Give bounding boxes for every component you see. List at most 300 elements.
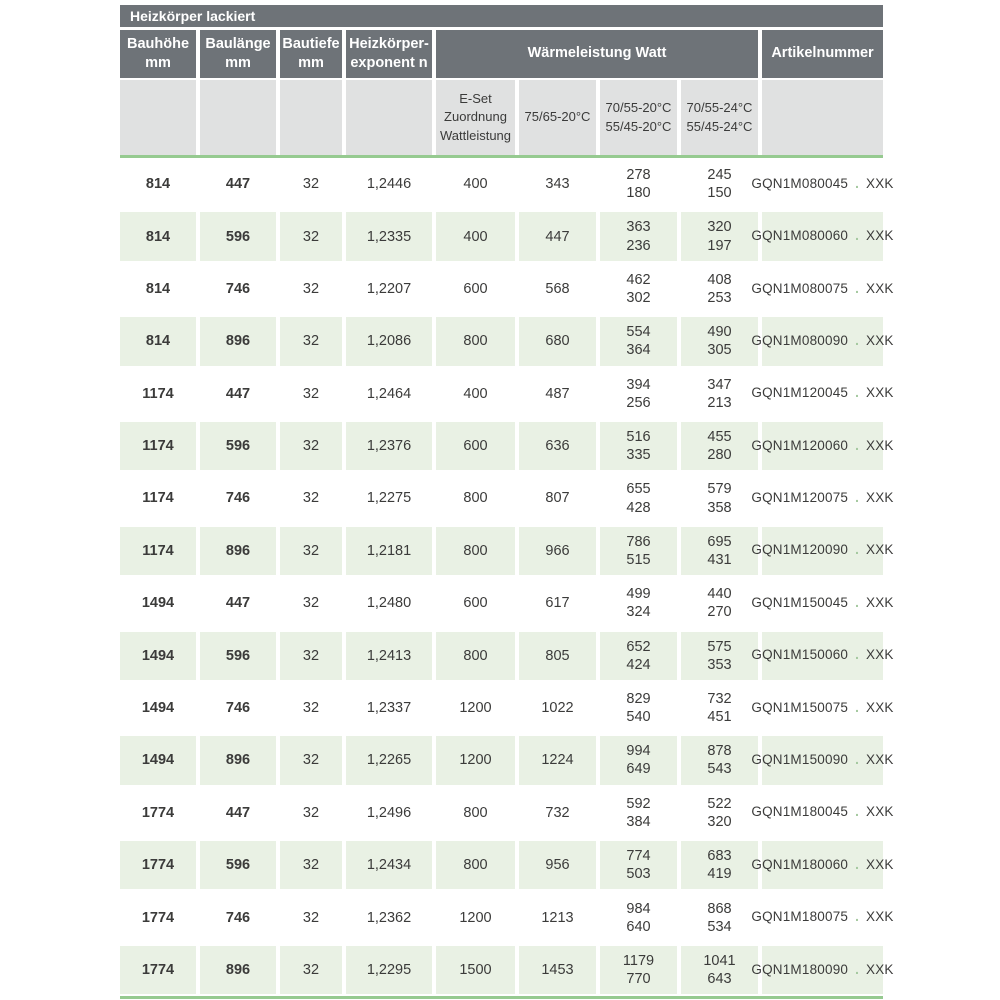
cell-eset-wattleistung-value: 1200 (459, 909, 492, 926)
cell-eset-wattleistung (436, 632, 515, 680)
cell-70-55-20-value: 516 (626, 429, 651, 446)
artikelnummer-value (751, 333, 893, 350)
radiator-spec-table (120, 5, 894, 999)
subheader-line: 70/55-24°C (686, 100, 753, 116)
cell-75-65 (519, 684, 596, 732)
cell-eset-wattleistung-value: 600 (463, 595, 488, 612)
cell-70-55-20-value: 499 (626, 586, 651, 603)
subheader-empty-exponent (346, 80, 432, 155)
cell-70-55-24-value: 543 (707, 761, 732, 778)
cell-bauhoehe (120, 265, 196, 313)
cell-bautiefe (280, 317, 342, 365)
cell-70-55-20-value: 1179 (622, 952, 655, 969)
cell-75-65-value: 1022 (541, 700, 574, 717)
artikelnummer-value (751, 962, 893, 979)
cell-70-55-24-value: 575 (707, 638, 732, 655)
cell-artikelnummer (751, 789, 894, 837)
cell-eset-wattleistung (436, 736, 515, 784)
cell-bautiefe-value: 32 (302, 280, 320, 297)
header-line: Baulänge (205, 35, 271, 52)
cell-70-55-20 (600, 422, 677, 470)
cell-bautiefe-value: 32 (302, 752, 320, 769)
artikel-separator-dot: . (855, 804, 860, 820)
cell-70-55-24-value: 419 (707, 866, 732, 883)
cell-bautiefe-value: 32 (302, 804, 320, 821)
artikel-code: GQN1M150090 (751, 752, 853, 768)
cell-70-55-24-value: 683 (707, 848, 732, 865)
cell-70-55-24-value: 270 (707, 604, 732, 621)
cell-70-55-20-value: 256 (626, 394, 651, 411)
artikelnummer-value (751, 490, 893, 507)
artikel-code: GQN1M080075 (751, 280, 853, 296)
cell-bautiefe (280, 841, 342, 889)
cell-70-55-24 (681, 265, 758, 313)
cell-baulaenge (200, 893, 276, 941)
artikel-code: GQN1M150075 (751, 699, 853, 715)
cell-exponent (346, 684, 432, 732)
cell-70-55-20-value: 278 (626, 167, 651, 184)
artikel-suffix: XXK (862, 490, 894, 506)
artikelnummer-value (751, 176, 893, 193)
cell-baulaenge-value: 596 (225, 857, 251, 874)
subheader-eset-zuordnung (436, 80, 515, 155)
artikelnummer-value (751, 857, 893, 874)
header-line: Artikelnummer (771, 45, 874, 62)
cell-exponent (346, 265, 432, 313)
cell-baulaenge (200, 684, 276, 732)
cell-70-55-24-value: 440 (707, 586, 732, 603)
artikel-suffix: XXK (862, 332, 894, 348)
cell-exponent (346, 789, 432, 837)
cell-exponent-value: 1,2335 (366, 228, 412, 245)
cell-70-55-20 (600, 317, 677, 365)
cell-baulaenge-value: 896 (225, 542, 251, 559)
artikel-code: GQN1M120045 (751, 385, 853, 401)
subheader-line: Wattleistung (439, 127, 512, 143)
cell-bautiefe-value: 32 (302, 438, 320, 455)
cell-exponent-value: 1,2337 (366, 700, 412, 717)
cell-bautiefe-value: 32 (302, 700, 320, 717)
artikel-suffix: XXK (862, 175, 894, 191)
artikel-suffix: XXK (862, 752, 894, 768)
cell-bautiefe (280, 893, 342, 941)
cell-70-55-20-value: 302 (626, 289, 651, 306)
header-line: mm (145, 55, 171, 71)
cell-70-55-24-value: 213 (707, 394, 732, 411)
cell-eset-wattleistung-value: 600 (463, 280, 488, 297)
subheader-empty-bautiefe (280, 80, 342, 155)
artikel-separator-dot: . (855, 542, 860, 558)
cell-artikelnummer (751, 370, 894, 418)
table-row (120, 315, 894, 367)
cell-70-55-20-value: 384 (626, 813, 651, 830)
cell-bauhoehe (120, 841, 196, 889)
cell-exponent (346, 632, 432, 680)
cell-artikelnummer (751, 893, 894, 941)
cell-exponent (346, 370, 432, 418)
table-row (120, 525, 894, 577)
cell-70-55-20-value: 363 (626, 219, 651, 236)
cell-75-65 (519, 789, 596, 837)
cell-eset-wattleistung (436, 160, 515, 208)
table-row (120, 368, 894, 420)
cell-artikelnummer (751, 946, 894, 994)
cell-eset-wattleistung (436, 946, 515, 994)
table-row (120, 682, 894, 734)
cell-baulaenge (200, 579, 276, 627)
cell-bauhoehe-value: 1494 (141, 595, 175, 612)
cell-bautiefe-value: 32 (302, 490, 320, 507)
cell-baulaenge-value: 746 (225, 700, 251, 717)
artikel-suffix: XXK (862, 385, 894, 401)
cell-eset-wattleistung-value: 800 (463, 857, 488, 874)
cell-70-55-20-value: 428 (626, 499, 651, 516)
artikel-code: GQN1M080045 (751, 175, 853, 191)
cell-70-55-24-value: 451 (707, 709, 732, 726)
cell-bauhoehe (120, 684, 196, 732)
cell-exponent-value: 1,2434 (366, 857, 412, 874)
artikel-code: GQN1M080090 (751, 332, 853, 348)
cell-75-65-value: 732 (545, 804, 570, 821)
cell-artikelnummer (751, 684, 894, 732)
cell-artikelnummer (751, 632, 894, 680)
cell-75-65 (519, 370, 596, 418)
artikel-code: GQN1M120090 (751, 542, 853, 558)
cell-bautiefe-value: 32 (302, 595, 320, 612)
cell-exponent-value: 1,2207 (366, 280, 412, 297)
cell-70-55-20 (600, 160, 677, 208)
cell-70-55-24-value: 455 (707, 429, 732, 446)
green-divider-bottom (120, 996, 883, 999)
cell-75-65 (519, 946, 596, 994)
cell-70-55-24 (681, 789, 758, 837)
cell-70-55-20-value: 829 (626, 690, 651, 707)
cell-bautiefe-value: 32 (302, 961, 320, 978)
cell-bauhoehe (120, 789, 196, 837)
cell-70-55-20-value: 984 (626, 900, 651, 917)
subheader-line: 70/55-20°C (605, 100, 672, 116)
cell-bautiefe (280, 474, 342, 522)
cell-bautiefe-value: 32 (302, 542, 320, 559)
cell-bauhoehe-value: 1174 (142, 542, 174, 559)
cell-70-55-24-value: 643 (707, 971, 732, 988)
cell-70-55-24 (681, 212, 758, 260)
cell-exponent (346, 841, 432, 889)
cell-eset-wattleistung-value: 1200 (459, 700, 492, 717)
cell-70-55-20-value: 180 (626, 185, 651, 202)
cell-bautiefe (280, 684, 342, 732)
header-line: exponent n (350, 55, 428, 71)
cell-70-55-24-value: 732 (707, 690, 732, 707)
cell-70-55-20-value: 515 (626, 551, 651, 568)
cell-artikelnummer (751, 212, 894, 260)
cell-bauhoehe (120, 160, 196, 208)
cell-exponent-value: 1,2265 (366, 752, 412, 769)
cell-baulaenge (200, 789, 276, 837)
cell-bautiefe-value: 32 (302, 385, 320, 402)
cell-70-55-20-value: 540 (626, 709, 651, 726)
cell-bautiefe (280, 579, 342, 627)
artikel-separator-dot: . (855, 961, 860, 977)
cell-bauhoehe (120, 527, 196, 575)
cell-70-55-24-value: 490 (707, 324, 732, 341)
cell-70-55-24-value: 579 (707, 481, 732, 498)
subheader-line: 55/45-24°C (686, 118, 753, 134)
cell-eset-wattleistung (436, 684, 515, 732)
cell-75-65 (519, 422, 596, 470)
artikel-suffix: XXK (862, 961, 894, 977)
subheader-line: E-Set (459, 91, 492, 107)
artikelnummer-value (751, 804, 893, 821)
artikel-separator-dot: . (855, 385, 860, 401)
cell-70-55-20-value: 554 (626, 324, 651, 341)
cell-artikelnummer (751, 265, 894, 313)
cell-bauhoehe-value: 1174 (142, 385, 174, 402)
cell-eset-wattleistung (436, 212, 515, 260)
cell-baulaenge-value: 447 (225, 804, 251, 821)
artikel-suffix: XXK (862, 594, 894, 610)
artikel-separator-dot: . (855, 490, 860, 506)
cell-70-55-20 (600, 946, 677, 994)
cell-baulaenge (200, 841, 276, 889)
cell-bautiefe (280, 527, 342, 575)
cell-eset-wattleistung-value: 800 (463, 804, 488, 821)
cell-bauhoehe (120, 893, 196, 941)
cell-75-65-value: 1213 (541, 909, 574, 926)
cell-70-55-24-value: 253 (707, 289, 732, 306)
cell-bautiefe (280, 946, 342, 994)
artikel-separator-dot: . (855, 752, 860, 768)
table-row (120, 420, 894, 472)
cell-70-55-20-value: 394 (626, 376, 651, 393)
cell-eset-wattleistung (436, 474, 515, 522)
cell-bauhoehe-value: 1174 (142, 490, 174, 507)
cell-70-55-20 (600, 370, 677, 418)
header-line: mm (298, 55, 324, 71)
cell-70-55-24-value: 358 (707, 499, 732, 516)
cell-bautiefe (280, 212, 342, 260)
cell-75-65 (519, 527, 596, 575)
cell-bauhoehe-value: 1774 (141, 909, 175, 926)
artikelnummer-value (751, 385, 893, 402)
table-row (120, 210, 894, 262)
artikel-suffix: XXK (862, 909, 894, 925)
cell-75-65-value: 636 (545, 438, 570, 455)
cell-70-55-24 (681, 422, 758, 470)
cell-baulaenge (200, 422, 276, 470)
cell-bauhoehe (120, 632, 196, 680)
cell-70-55-20-value: 640 (626, 918, 651, 935)
cell-bauhoehe-value: 1494 (141, 700, 175, 717)
artikel-code: GQN1M180075 (751, 909, 853, 925)
cell-70-55-20 (600, 212, 677, 260)
table-row (120, 630, 894, 682)
cell-exponent (346, 527, 432, 575)
cell-bauhoehe-value: 1494 (141, 752, 175, 769)
header-line: Wärmeleistung Watt (527, 45, 667, 62)
cell-70-55-20-value: 335 (626, 447, 651, 464)
artikel-suffix: XXK (862, 804, 894, 820)
artikelnummer-value (751, 700, 893, 717)
subheader-line: 55/45-20°C (605, 118, 672, 134)
artikel-separator-dot: . (855, 856, 860, 872)
cell-baulaenge (200, 736, 276, 784)
cell-70-55-24-value: 522 (707, 795, 732, 812)
artikel-code: GQN1M180045 (751, 804, 853, 820)
cell-70-55-24-value: 408 (707, 271, 732, 288)
cell-70-55-24-value: 695 (707, 533, 732, 550)
subheader-line: 75/65-20°C (524, 109, 591, 125)
cell-70-55-20-value: 236 (626, 237, 651, 254)
cell-exponent (346, 212, 432, 260)
cell-exponent-value: 1,2480 (366, 595, 412, 612)
cell-exponent-value: 1,2496 (366, 804, 412, 821)
cell-70-55-24-value: 534 (707, 918, 732, 935)
cell-bautiefe (280, 632, 342, 680)
cell-baulaenge (200, 370, 276, 418)
artikelnummer-value (751, 228, 893, 245)
cell-artikelnummer (751, 527, 894, 575)
cell-75-65 (519, 160, 596, 208)
table-row (120, 891, 894, 943)
cell-70-55-24 (681, 527, 758, 575)
cell-eset-wattleistung (436, 579, 515, 627)
cell-exponent (346, 893, 432, 941)
cell-70-55-24-value: 431 (707, 551, 732, 568)
cell-bautiefe (280, 160, 342, 208)
cell-70-55-24 (681, 946, 758, 994)
header-line: Bautiefe (282, 35, 340, 52)
header-line: Heizkörper- (349, 35, 429, 52)
artikel-separator-dot: . (855, 437, 860, 453)
cell-exponent-value: 1,2362 (366, 909, 412, 926)
table-row (120, 263, 894, 315)
cell-baulaenge-value: 447 (225, 385, 251, 402)
cell-75-65-value: 805 (545, 647, 570, 664)
cell-bautiefe-value: 32 (302, 176, 320, 193)
cell-bauhoehe-value: 814 (145, 228, 171, 245)
cell-eset-wattleistung-value: 800 (463, 333, 488, 350)
cell-70-55-20-value: 994 (626, 743, 651, 760)
subheader-empty-artikelnummer (762, 80, 883, 155)
header-line: Bauhöhe (126, 35, 190, 52)
cell-bauhoehe-value: 1774 (141, 804, 175, 821)
artikelnummer-value (751, 909, 893, 926)
cell-baulaenge-value: 746 (225, 909, 251, 926)
cell-eset-wattleistung (436, 370, 515, 418)
cell-exponent (346, 736, 432, 784)
table-row (120, 158, 894, 210)
cell-bautiefe-value: 32 (302, 857, 320, 874)
cell-70-55-20 (600, 893, 677, 941)
cell-bauhoehe (120, 946, 196, 994)
artikel-separator-dot: . (855, 175, 860, 191)
cell-bauhoehe-value: 814 (145, 176, 171, 193)
cell-75-65 (519, 893, 596, 941)
cell-bauhoehe-value: 1774 (141, 961, 175, 978)
cell-70-55-24-value: 353 (707, 656, 732, 673)
cell-exponent (346, 946, 432, 994)
cell-artikelnummer (751, 160, 894, 208)
cell-bautiefe (280, 370, 342, 418)
column-header-baulaenge (200, 30, 276, 78)
artikel-code: GQN1M180090 (751, 961, 853, 977)
artikel-suffix: XXK (862, 280, 894, 296)
artikel-separator-dot: . (855, 332, 860, 348)
cell-bauhoehe-value: 1774 (141, 857, 175, 874)
cell-eset-wattleistung (436, 893, 515, 941)
cell-70-55-24-value: 280 (707, 447, 732, 464)
cell-70-55-24 (681, 370, 758, 418)
cell-bauhoehe (120, 579, 196, 627)
cell-bautiefe (280, 265, 342, 313)
cell-baulaenge-value: 596 (225, 647, 251, 664)
artikel-suffix: XXK (862, 647, 894, 663)
cell-bautiefe (280, 736, 342, 784)
artikel-separator-dot: . (855, 699, 860, 715)
cell-exponent (346, 474, 432, 522)
cell-70-55-24-value: 320 (707, 813, 732, 830)
artikel-code: GQN1M120075 (751, 490, 853, 506)
cell-70-55-24-value: 197 (707, 237, 732, 254)
cell-exponent-value: 1,2295 (366, 961, 412, 978)
cell-bauhoehe (120, 422, 196, 470)
cell-75-65-value: 1453 (541, 961, 574, 978)
subheader-line: Zuordnung (444, 109, 507, 125)
cell-baulaenge (200, 317, 276, 365)
cell-baulaenge-value: 896 (225, 333, 251, 350)
cell-baulaenge (200, 212, 276, 260)
cell-70-55-20-value: 655 (626, 481, 651, 498)
cell-eset-wattleistung (436, 265, 515, 313)
table-row (120, 577, 894, 629)
cell-70-55-20 (600, 789, 677, 837)
cell-eset-wattleistung-value: 600 (463, 438, 488, 455)
cell-baulaenge (200, 265, 276, 313)
column-header-row (120, 30, 883, 78)
cell-baulaenge-value: 896 (225, 752, 251, 769)
column-header-artikelnummer (762, 30, 883, 78)
artikel-code: GQN1M150060 (751, 647, 853, 663)
cell-75-65-value: 447 (545, 228, 570, 245)
cell-70-55-24 (681, 841, 758, 889)
artikel-separator-dot: . (855, 228, 860, 244)
artikelnummer-value (751, 647, 893, 664)
cell-exponent (346, 579, 432, 627)
cell-70-55-20-value: 649 (626, 761, 651, 778)
subheader-empty-baulaenge (200, 80, 276, 155)
cell-bauhoehe (120, 212, 196, 260)
column-header-exponent (346, 30, 432, 78)
cell-70-55-24 (681, 317, 758, 365)
cell-bauhoehe-value: 814 (145, 280, 171, 297)
cell-70-55-24-value: 1041 (703, 952, 736, 969)
cell-70-55-24 (681, 160, 758, 208)
cell-bauhoehe (120, 317, 196, 365)
table-title-bar (120, 5, 883, 27)
cell-baulaenge-value: 447 (225, 595, 251, 612)
cell-70-55-20-value: 462 (626, 271, 651, 288)
artikel-separator-dot: . (855, 594, 860, 610)
cell-baulaenge (200, 632, 276, 680)
cell-75-65 (519, 841, 596, 889)
cell-exponent (346, 160, 432, 208)
cell-bauhoehe-value: 814 (145, 333, 171, 350)
cell-70-55-24 (681, 893, 758, 941)
cell-75-65-value: 1224 (541, 752, 574, 769)
cell-75-65 (519, 579, 596, 627)
cell-75-65 (519, 474, 596, 522)
